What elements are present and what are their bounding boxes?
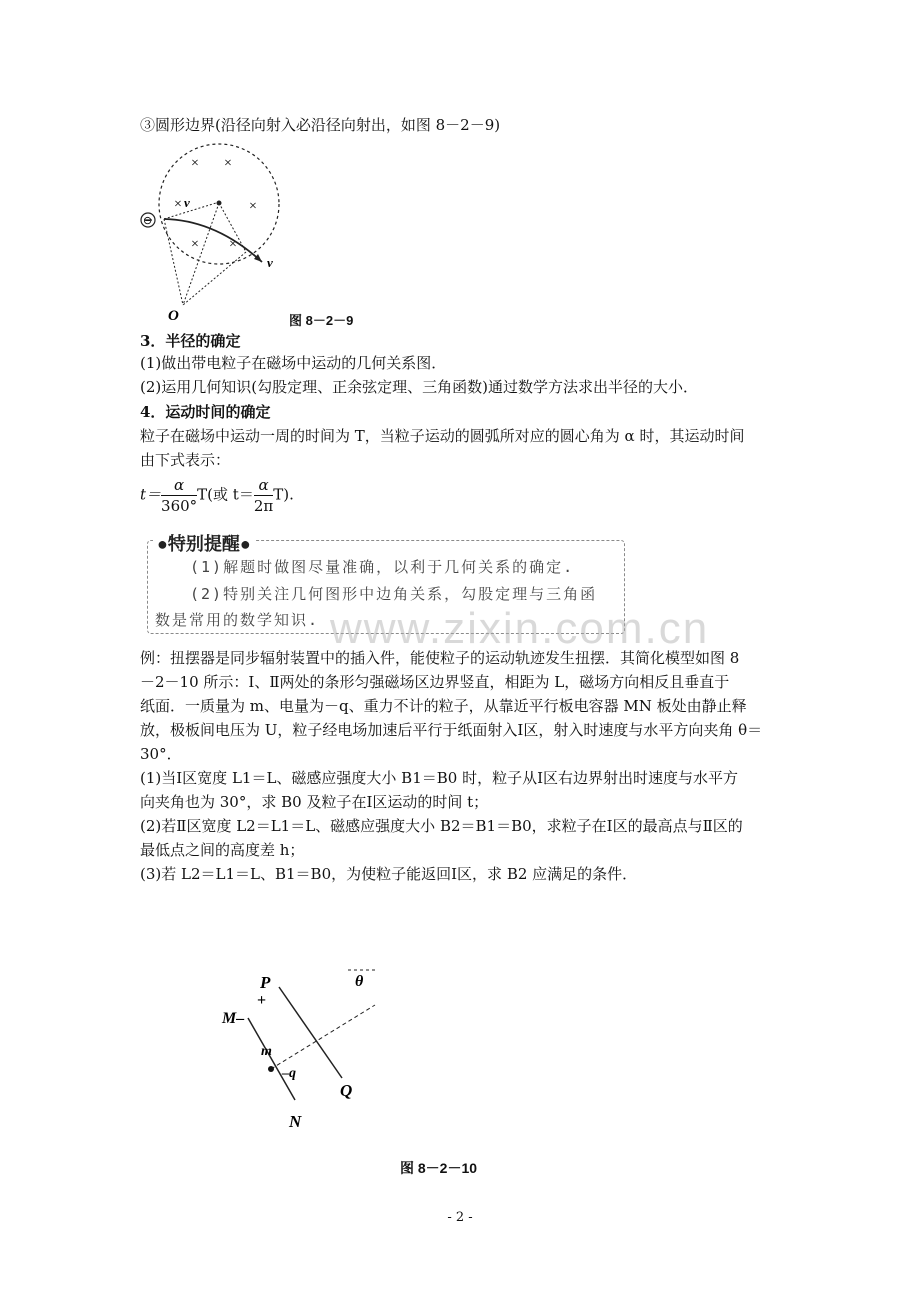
plus-sign: + — [257, 992, 267, 1009]
origin-label: O — [168, 308, 179, 324]
cross-mark: × — [249, 199, 257, 214]
formula-text: T). — [273, 485, 294, 504]
particle-charge-label: –q — [282, 1066, 296, 1081]
paragraph-line: 粒子在磁场中运动一周的时间为 T，当粒子运动的圆弧所对应的圆心角为 α 时，其运动时间 — [140, 427, 745, 445]
paragraph-line: 由下式表示： — [140, 451, 231, 469]
plate-label-Q: Q — [340, 1081, 353, 1100]
example-line: 最低点之间的高度差 h； — [140, 841, 305, 859]
fraction-numerator: α — [161, 475, 197, 496]
watermark: www.zixin.com.cn — [330, 604, 710, 653]
example-line: (2)若Ⅱ区宽度 L2＝L1＝L、磁感应强度大小 B2＝B1＝B0，求粒子在Ⅰ区的最高点与Ⅱ区的 — [140, 817, 743, 835]
section-heading: 3．半径的确定 — [140, 332, 241, 350]
example-line: (3)若 L2＝L1＝L、B1＝B0，为使粒子能返回Ⅰ区，求 B2 应满足的条件． — [140, 865, 638, 883]
example-line: (1)当Ⅰ区宽度 L1＝L、磁感应强度大小 B1＝B0 时，粒子从Ⅰ区右边界射出时速度与水平方 — [140, 769, 739, 787]
angle-label-theta: θ — [355, 973, 364, 990]
cross-mark: × — [191, 156, 199, 171]
special-tip-title: ●特别提醒● — [153, 530, 255, 556]
figure-8-2-10 — [215, 960, 405, 1135]
fraction-denominator: 360° — [161, 497, 198, 515]
velocity-label-left: v — [184, 195, 190, 210]
plate-label-M: M– — [222, 1010, 245, 1027]
example-line: 30°． — [140, 745, 182, 763]
paragraph-line: (1)做出带电粒子在磁场中运动的几何关系图． — [140, 354, 447, 372]
example-line: －2－10 所示：Ⅰ、Ⅱ两处的条形匀强磁场区边界竖直，相距为 L，磁场方向相反且垂直于 — [140, 673, 730, 691]
figure-caption: 图 8－2－10 — [400, 1160, 478, 1176]
time-formula — [140, 475, 790, 516]
fraction-numerator: α — [254, 475, 273, 496]
paragraph-line: (2)运用几何知识(勾股定理、正余弦定理、三角函数)通过数学方法求出半径的大小． — [140, 378, 698, 396]
cross-mark: × — [224, 156, 232, 171]
plate-label-N: N — [289, 1112, 302, 1131]
plate-label-P: P — [260, 973, 271, 992]
example-line: 放，极板间电压为 U，粒子经电场加速后平行于纸面射入Ⅰ区，射入时速度与水平方向夹角 θ＝ — [140, 721, 763, 739]
cross-mark: × — [191, 237, 199, 252]
fraction — [161, 475, 197, 516]
cross-mark: × — [229, 237, 237, 252]
velocity-label-right: v — [267, 255, 273, 270]
page-number: - 2 - — [447, 1210, 473, 1225]
cross-mark: × — [174, 197, 182, 212]
charge-symbol: ⊖ — [143, 215, 153, 227]
tip-line: (1)解题时做图尽量准确，以利于几何关系的确定. — [190, 558, 575, 576]
fraction — [254, 475, 273, 516]
section-heading: 4．运动时间的确定 — [140, 403, 271, 421]
example-line: 例：扭摆器是同步辐射装置中的插入件，能使粒子的运动轨迹发生扭摆．其简化模型如图 8 — [140, 649, 740, 667]
example-line: 向夹角也为 30°，求 B0 及粒子在Ⅰ区运动的时间 t； — [140, 793, 489, 811]
tip-line: (2)特别关注几何图形中边角关系，勾股定理与三角函 — [190, 585, 598, 603]
tip-line: 数是常用的数学知识. — [155, 611, 320, 629]
formula-text: t＝ — [140, 485, 162, 504]
figure-caption: 图 8－2－9 — [289, 313, 354, 328]
intro-line: ③圆形边界(沿径向射入必沿径向射出，如图 8－2－9) — [140, 116, 501, 134]
figure-8-2-9 — [136, 140, 296, 325]
formula-text: T(或 t＝ — [197, 485, 254, 504]
particle-mass-label: m — [261, 1044, 272, 1059]
example-line: 纸面．一质量为 m、电量为－q、重力不计的粒子，从靠近平行板电容器 MN 板处由静止释 — [140, 697, 747, 715]
fraction-denominator: 2π — [253, 497, 274, 515]
